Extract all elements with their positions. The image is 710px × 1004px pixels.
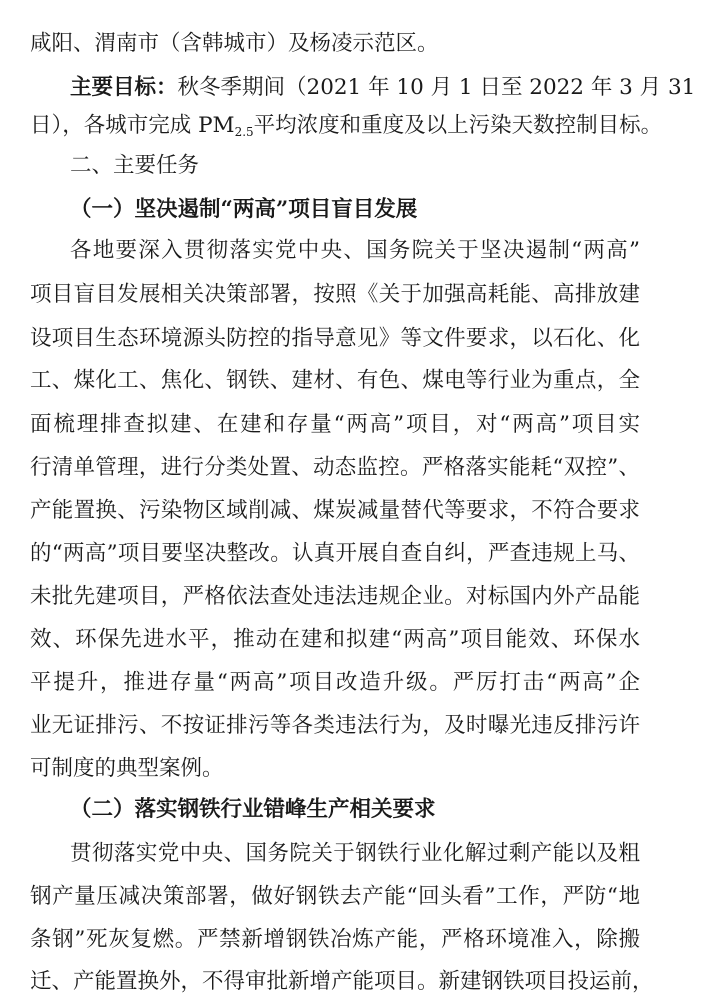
paragraph-line [30, 918, 640, 962]
section-heading-text: 二、主要任务 [70, 153, 200, 178]
paragraph-text: 项目盲目发展相关决策部署，按照《关于加强高耗能、高排放建 [30, 282, 640, 307]
paragraph-text: 钢产量压减决策部署，做好钢铁去产能“回头看”工作，严防“地 [30, 884, 640, 909]
text-line [30, 104, 663, 148]
paragraph-line [30, 618, 640, 662]
paragraph-line [30, 317, 640, 361]
paragraph-text: 各地要深入贯彻落实党中央、国务院关于坚决遏制“两高” [70, 238, 640, 263]
paragraph-text: 可制度的典型案例。 [30, 756, 224, 781]
paragraph-text: 设项目生态环境源头防控的指导意见》等文件要求，以石化、化 [30, 326, 640, 351]
subsection-heading-1 [70, 188, 710, 232]
paragraph-line [30, 747, 640, 791]
paragraph-text: 业无证排污、不按证排污等各类违法行为，及时曝光违反排污许 [30, 713, 640, 738]
paragraph-text: 工、煤化工、焦化、钢铁、建材、有色、煤电等行业为重点，全 [30, 368, 640, 393]
paragraph-line [30, 661, 640, 705]
paragraph-text: 面梳理排查拟建、在建和存量“两高”项目，对“两高”项目实 [30, 412, 640, 437]
subsection-heading-text: （二）落实钢铁行业错峰生产相关要求 [70, 797, 436, 822]
paragraph-line [30, 359, 640, 403]
paragraph-line [30, 446, 640, 490]
paragraph-text: 效、环保先进水平，推动在建和拟建“两高”项目能效、环保水 [30, 627, 640, 652]
paragraph-text: 平提升，推进存量“两高”项目改造升级。严厉打击“两高”企 [30, 670, 640, 695]
paragraph-line [30, 575, 640, 619]
main-goal-period: 秋冬季期间（2021 年 10 月 1 日至 2022 年 3 月 31 [177, 75, 696, 100]
pm-subscript: 2.5 [234, 125, 254, 139]
main-goal-label: 主要目标： [70, 75, 178, 100]
text-span: 平均浓度和重度及以上污染天数控制目标。 [253, 113, 663, 138]
subsection-heading-text: （一）坚决遏制“两高”项目盲目发展 [70, 197, 418, 222]
paragraph-text: 未批先建项目，严格依法查处违法违规企业。对标国内外产品能 [30, 584, 640, 609]
paragraph-text: 贯彻落实党中央、国务院关于钢铁行业化解过剩产能以及粗 [70, 841, 640, 866]
paragraph-text: 行清单管理，进行分类处置、动态监控。严格落实能耗“双控”、 [30, 455, 640, 480]
paragraph-line [30, 273, 640, 317]
paragraph-line [70, 832, 640, 876]
paragraph-line [30, 403, 640, 447]
text-span: 咸阳、渭南市（含韩城市）及杨凌示范区。 [30, 31, 439, 56]
text-span: 日），各城市完成 PM [30, 113, 235, 138]
paragraph-line [70, 229, 640, 273]
paragraph-text: 条钢”死灰复燃。严禁新增钢铁冶炼产能，严格环境准入，除搬 [30, 927, 640, 952]
subsection-heading-2 [70, 788, 710, 832]
paragraph-text: 产能置换、污染物区域削减、煤炭减量替代等要求，不符合要求 [30, 498, 640, 523]
paragraph-line [30, 532, 640, 576]
paragraph-line [30, 960, 654, 1004]
paragraph-line [30, 704, 640, 748]
text-line [30, 22, 640, 66]
paragraph-text: 的“两高”项目要坚决整改。认真开展自查自纠，严查违规上马、 [30, 541, 640, 566]
paragraph-text: 迁、产能置换外，不得审批新增产能项目。新建钢铁项目投运前， [30, 969, 654, 994]
paragraph-line [30, 875, 640, 919]
section-heading [70, 144, 710, 188]
paragraph-line [30, 489, 640, 533]
